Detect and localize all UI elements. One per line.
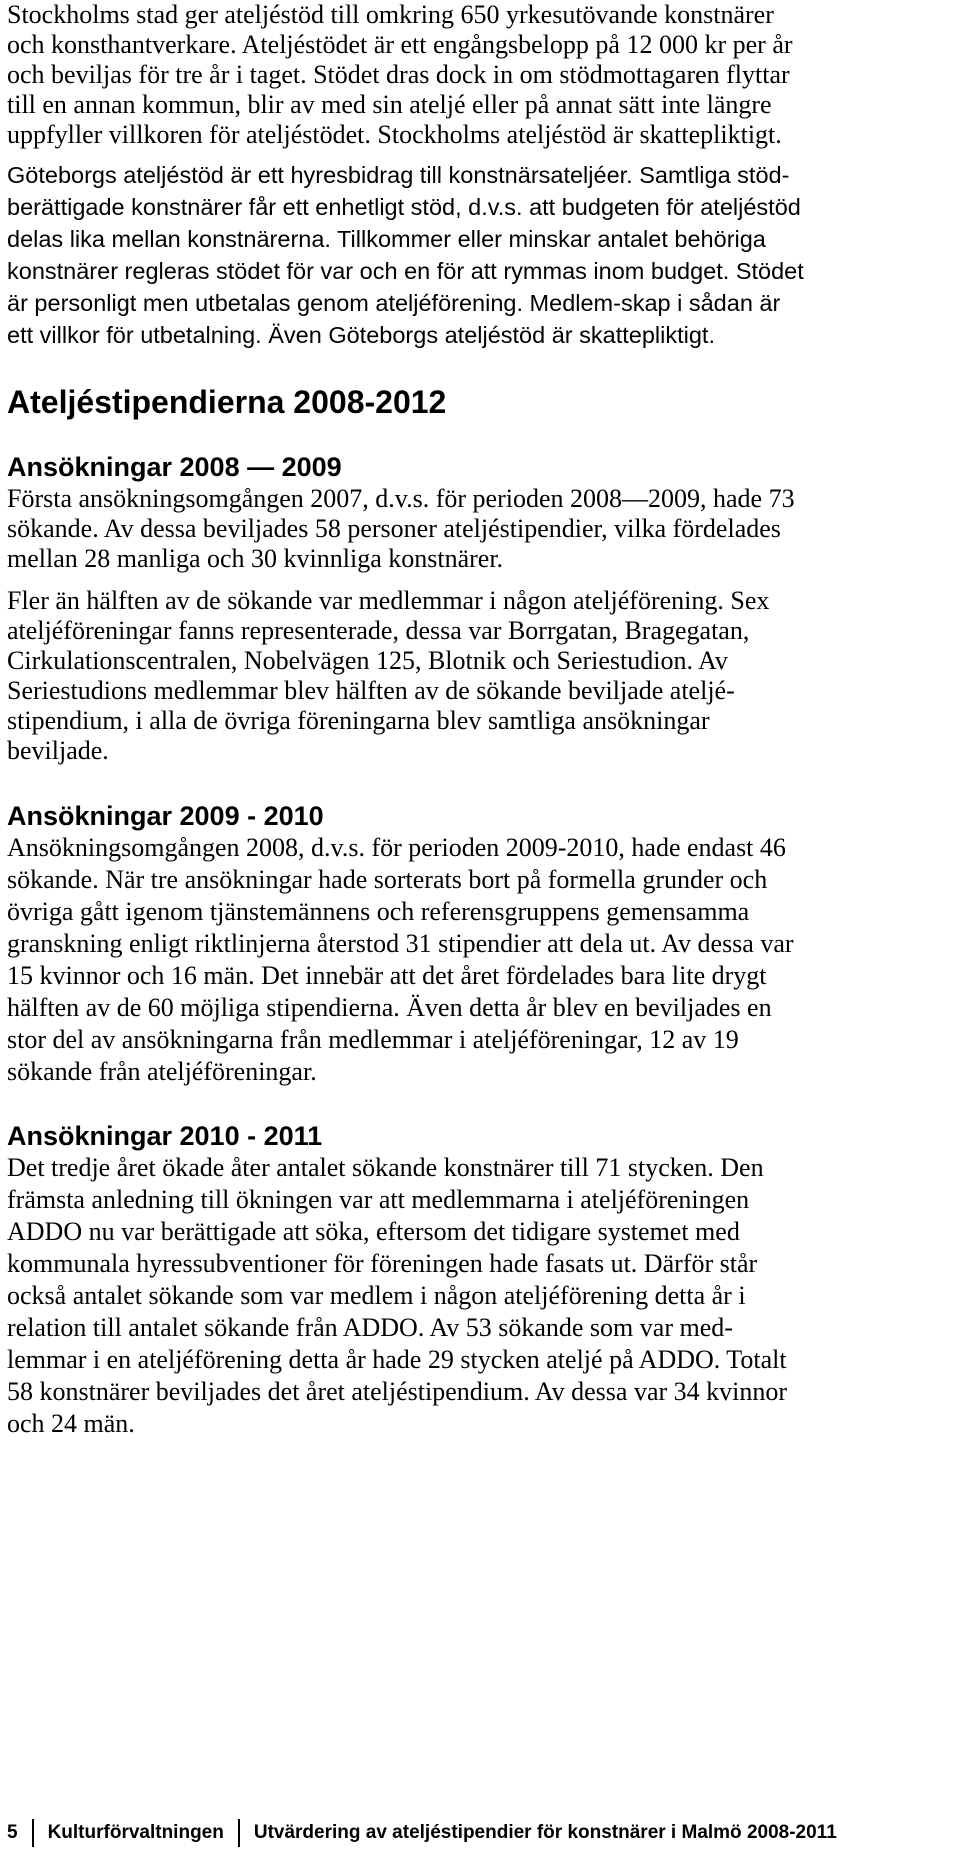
section-2008-p2-line-6: beviljade. — [7, 736, 109, 765]
section-2010-line-8: 58 konstnärer beviljades det året ateljéstipendium. Av dessa var 34 kvinnor — [7, 1377, 788, 1406]
goteborg-line-4: konstnärer regleras stödet för var och en för att rymmas inom budget. Stödet — [7, 258, 804, 284]
footer-org: Kulturförvaltningen — [47, 1822, 224, 1843]
goteborg-line-3: delas lika mellan konstnärerna. Tillkommer eller minskar antalet behöriga — [7, 226, 766, 252]
page-footer — [7, 1818, 837, 1848]
footer-doc-title: Utvärdering av ateljéstipendier för konstnärer i Malmö 2008-2011 — [253, 1822, 837, 1843]
section-2010-line-1: Det tredje året ökade åter antalet sökande konstnärer till 71 stycken. Den — [7, 1153, 764, 1182]
section-2009-line-5: 15 kvinnor och 16 män. Det innebär att det året fördelades bara lite drygt — [7, 961, 767, 990]
section-2010-line-5: också antalet sökande som var medlem i någon ateljéförening detta år i — [7, 1281, 746, 1310]
intro-line-1: Stockholms stad ger ateljéstöd till omkring 650 yrkesutövande konstnärer — [7, 0, 774, 29]
section-2008-p2-line-5: stipendium, i alla de övriga föreningarna blev samtliga ansökningar — [7, 706, 710, 735]
page-number: 5 — [7, 1822, 18, 1843]
section-2008-p2-line-3: Cirkulationscentralen, Nobelvägen 125, Blotnik och Seriestudion. Av — [7, 646, 728, 675]
section-2008-heading: Ansökningar 2008 — 2009 — [7, 452, 342, 482]
intro-line-2: och konsthantverkare. Ateljéstödet är ett engångsbelopp på 12 000 kr per år — [7, 30, 793, 59]
section-2008-p2-line-4: Seriestudions medlemmar blev hälften av de sökande beviljade ateljé- — [7, 676, 735, 705]
section-2009-line-7: stor del av ansökningarna från medlemmar i ateljéföreningar, 12 av 19 — [7, 1025, 739, 1054]
section-2009-line-2: sökande. När tre ansökningar hade sorterats bort på formella grunder och — [7, 865, 768, 894]
footer-divider — [32, 1819, 34, 1847]
section-2009-heading: Ansökningar 2009 - 2010 — [7, 801, 324, 831]
section-2009-line-8: sökande från ateljéföreningar. — [7, 1057, 317, 1086]
section-2010-line-4: kommunala hyressubventioner för föreningen hade fasats ut. Därför står — [7, 1249, 758, 1278]
goteborg-line-5: är personligt men utbetalas genom ateljéförening. Medlem-skap i sådan är — [7, 290, 781, 316]
main-heading: Ateljéstipendierna 2008-2012 — [7, 384, 447, 420]
section-2009-line-1: Ansökningsomgången 2008, d.v.s. för perioden 2009-2010, hade endast 46 — [7, 833, 786, 862]
section-2010-line-9: och 24 män. — [7, 1409, 135, 1438]
intro-line-5: uppfyller villkoren för ateljéstödet. Stockholms ateljéstöd är skattepliktigt. — [7, 120, 782, 149]
section-2009-line-3: övriga gått igenom tjänstemännens och referensgruppens gemensamma — [7, 897, 750, 926]
section-2010-line-2: främsta anledning till ökningen var att medlemmarna i ateljéföreningen — [7, 1185, 750, 1214]
section-2008-p2-line-2: ateljéföreningar fanns representerade, dessa var Borrgatan, Bragegatan, — [7, 616, 750, 645]
section-2008-p1-line-1: Första ansökningsomgången 2007, d.v.s. för perioden 2008—2009, hade 73 — [7, 484, 795, 513]
goteborg-line-2: berättigade konstnärer får ett enhetligt stöd, d.v.s. att budgeten för ateljéstöd — [7, 194, 801, 220]
goteborg-line-6: ett villkor för utbetalning. Även Göteborgs ateljéstöd är skattepliktigt. — [7, 322, 715, 348]
section-2010-line-3: ADDO nu var berättigade att söka, eftersom det tidigare systemet med — [7, 1217, 740, 1246]
intro-line-3: och beviljas för tre år i taget. Stödet dras dock in om stödmottagaren flyttar — [7, 60, 790, 89]
intro-line-4: till en annan kommun, blir av med sin ateljé eller på annat sätt inte längre — [7, 90, 772, 119]
section-2010-heading: Ansökningar 2010 - 2011 — [7, 1121, 323, 1151]
section-2009-line-4: granskning enligt riktlinjerna återstod 31 stipendier att dela ut. Av dessa var — [7, 929, 794, 958]
section-2008-p2-line-1: Fler än hälften av de sökande var medlemmar i någon ateljéförening. Sex — [7, 586, 770, 615]
goteborg-line-1: Göteborgs ateljéstöd är ett hyresbidrag till konstnärsateljéer. Samtliga stöd- — [7, 162, 790, 188]
section-2008-p1-line-3: mellan 28 manliga och 30 kvinnliga konstnärer. — [7, 544, 504, 573]
footer-divider — [238, 1819, 240, 1847]
section-2010-line-6: relation till antalet sökande från ADDO. Av 53 sökande som var med- — [7, 1313, 733, 1342]
section-2010-line-7: lemmar i en ateljéförening detta år hade 29 stycken ateljé på ADDO. Totalt — [7, 1345, 787, 1374]
section-2009-line-6: hälften av de 60 möjliga stipendierna. Även detta år blev en beviljades en — [7, 993, 772, 1022]
section-2008-p1-line-2: sökande. Av dessa beviljades 58 personer ateljéstipendier, vilka fördelades — [7, 514, 781, 543]
